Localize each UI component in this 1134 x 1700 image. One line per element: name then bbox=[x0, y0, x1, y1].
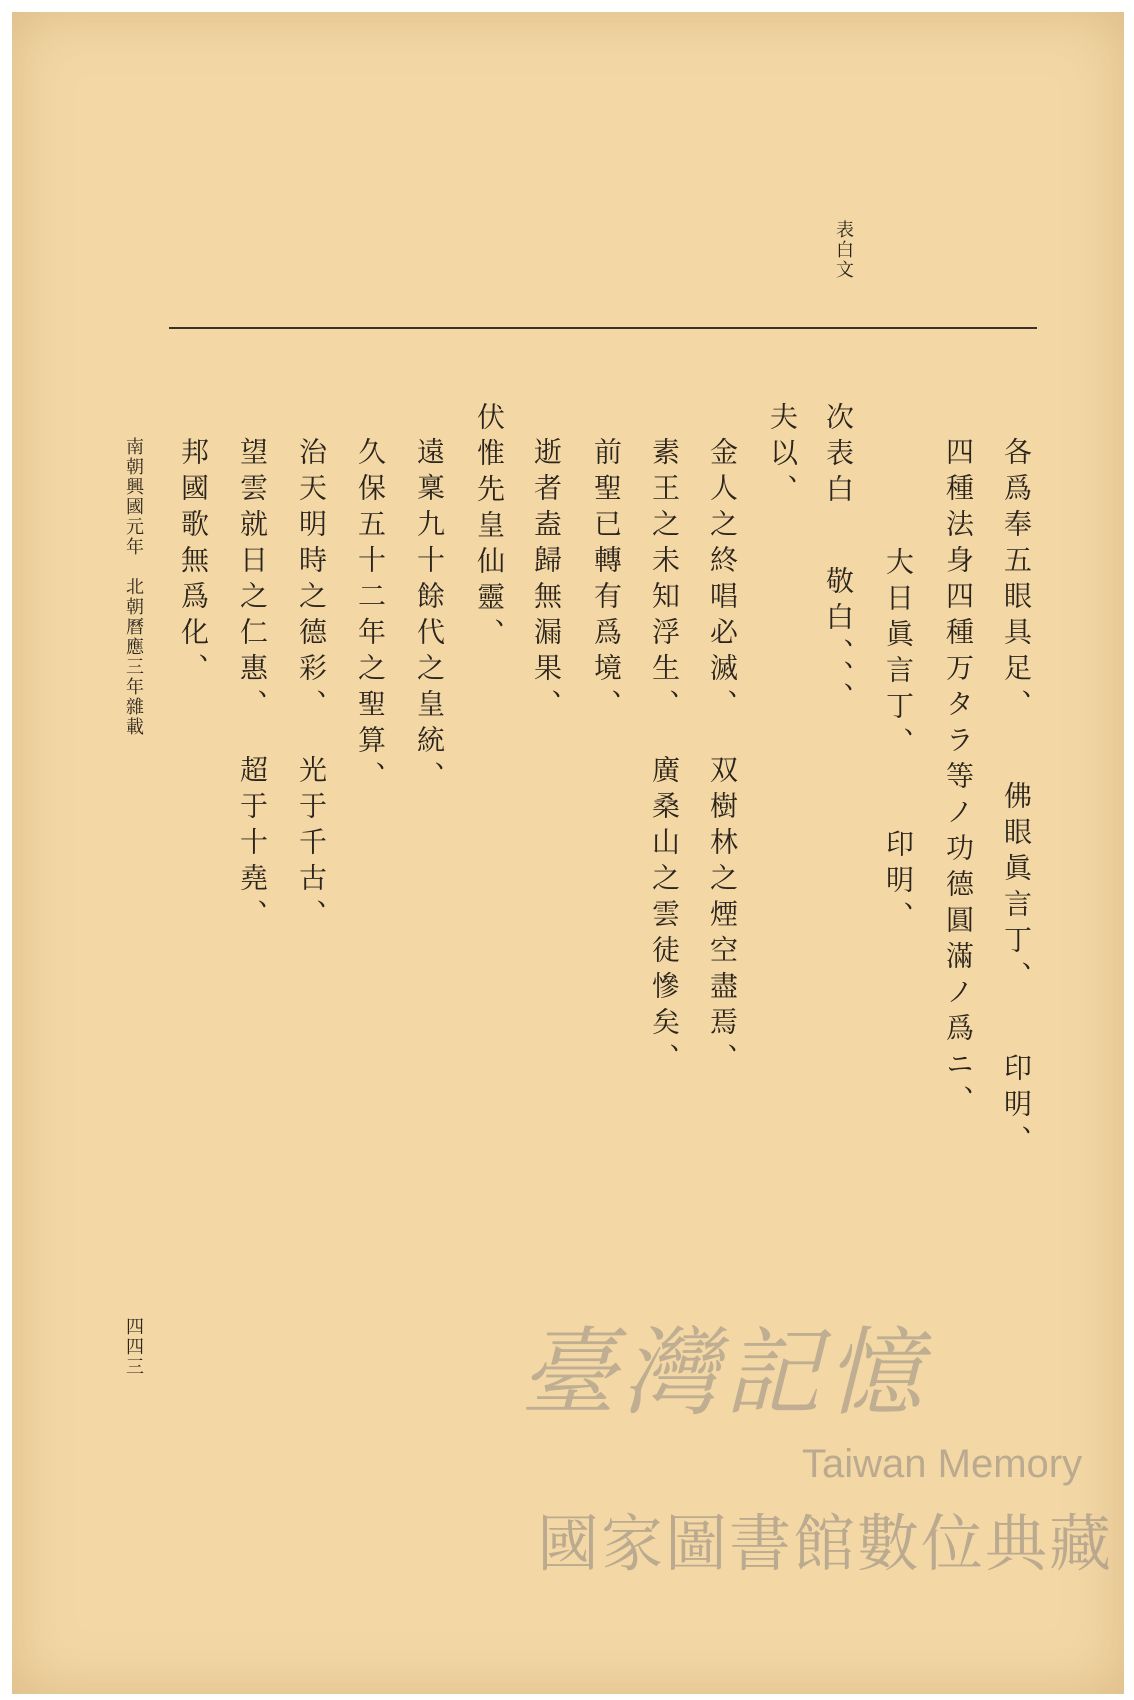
column-1-part-1: 各爲奉五眼具足、 bbox=[1000, 437, 1033, 725]
column-13-part-1: 治天明時之德彩、 bbox=[295, 437, 328, 725]
column-4-part-1: 次表白 bbox=[822, 402, 855, 510]
text-column-6 bbox=[706, 437, 739, 1079]
column-15-part-1: 邦國歌無爲化、 bbox=[177, 437, 210, 689]
header-rule bbox=[169, 327, 1037, 329]
text-column-7 bbox=[648, 437, 681, 1079]
column-11-part-1: 遠稟九十餘代之皇統、 bbox=[413, 437, 446, 797]
text-column-1 bbox=[1000, 437, 1033, 1161]
text-column-10 bbox=[473, 402, 506, 654]
watermark-chinese: 國家圖書館數位典藏 bbox=[537, 1507, 1114, 1580]
column-6-part-1: 金人之終唱必滅、 bbox=[706, 437, 739, 725]
watermark-english: Taiwan Memory bbox=[802, 1442, 1083, 1486]
column-9-part-1: 逝者盍歸無漏果、 bbox=[530, 437, 563, 725]
column-1-part-2: 佛眼眞言丁、 bbox=[1000, 781, 1033, 997]
page-number: 四四三 bbox=[123, 1317, 144, 1377]
column-8-part-1: 前聖已轉有爲境、 bbox=[590, 437, 623, 725]
column-7-part-2: 廣桑山之雲徒慘矣、 bbox=[648, 755, 681, 1079]
column-5-part-1: 夫以、 bbox=[766, 402, 799, 510]
column-14-part-2: 超于十堯、 bbox=[236, 755, 269, 935]
watermark-logo-script: 臺灣記憶 bbox=[520, 1317, 928, 1429]
column-14-part-1: 望雲就日之仁惠、 bbox=[236, 437, 269, 725]
column-13-part-2: 光于千古、 bbox=[295, 755, 328, 935]
column-4-part-2: 敬白、、、 bbox=[822, 566, 855, 718]
text-column-12 bbox=[354, 437, 387, 797]
column-1-part-3: 印明、 bbox=[1000, 1053, 1033, 1161]
column-2-part-1: 四種法身四種万タラ等ノ功德圓滿ノ爲ニ、 bbox=[942, 437, 975, 1121]
text-column-11 bbox=[413, 437, 446, 797]
column-3-part-1: 大日眞言丁、 bbox=[882, 547, 915, 763]
column-12-part-1: 久保五十二年之聖算、 bbox=[354, 437, 387, 797]
text-column-5 bbox=[766, 402, 799, 510]
text-column-14 bbox=[236, 437, 269, 935]
column-6-part-2: 双樹林之煙空盡焉、 bbox=[706, 755, 739, 1079]
column-7-part-1: 素王之未知浮生、 bbox=[648, 437, 681, 725]
section-title: 表白文 bbox=[833, 220, 854, 280]
text-column-2 bbox=[942, 437, 975, 1121]
text-column-4 bbox=[822, 402, 855, 718]
publication-info: 南朝興國元年 北朝曆應三年雜載 bbox=[123, 437, 144, 737]
text-column-8 bbox=[590, 437, 623, 725]
document-page bbox=[12, 12, 1124, 1694]
text-column-9 bbox=[530, 437, 563, 725]
text-column-15 bbox=[177, 437, 210, 689]
column-3-part-2: 印明、 bbox=[882, 829, 915, 937]
text-column-3 bbox=[882, 547, 915, 937]
text-column-13 bbox=[295, 437, 328, 935]
column-10-part-1: 伏惟先皇仙靈、 bbox=[473, 402, 506, 654]
